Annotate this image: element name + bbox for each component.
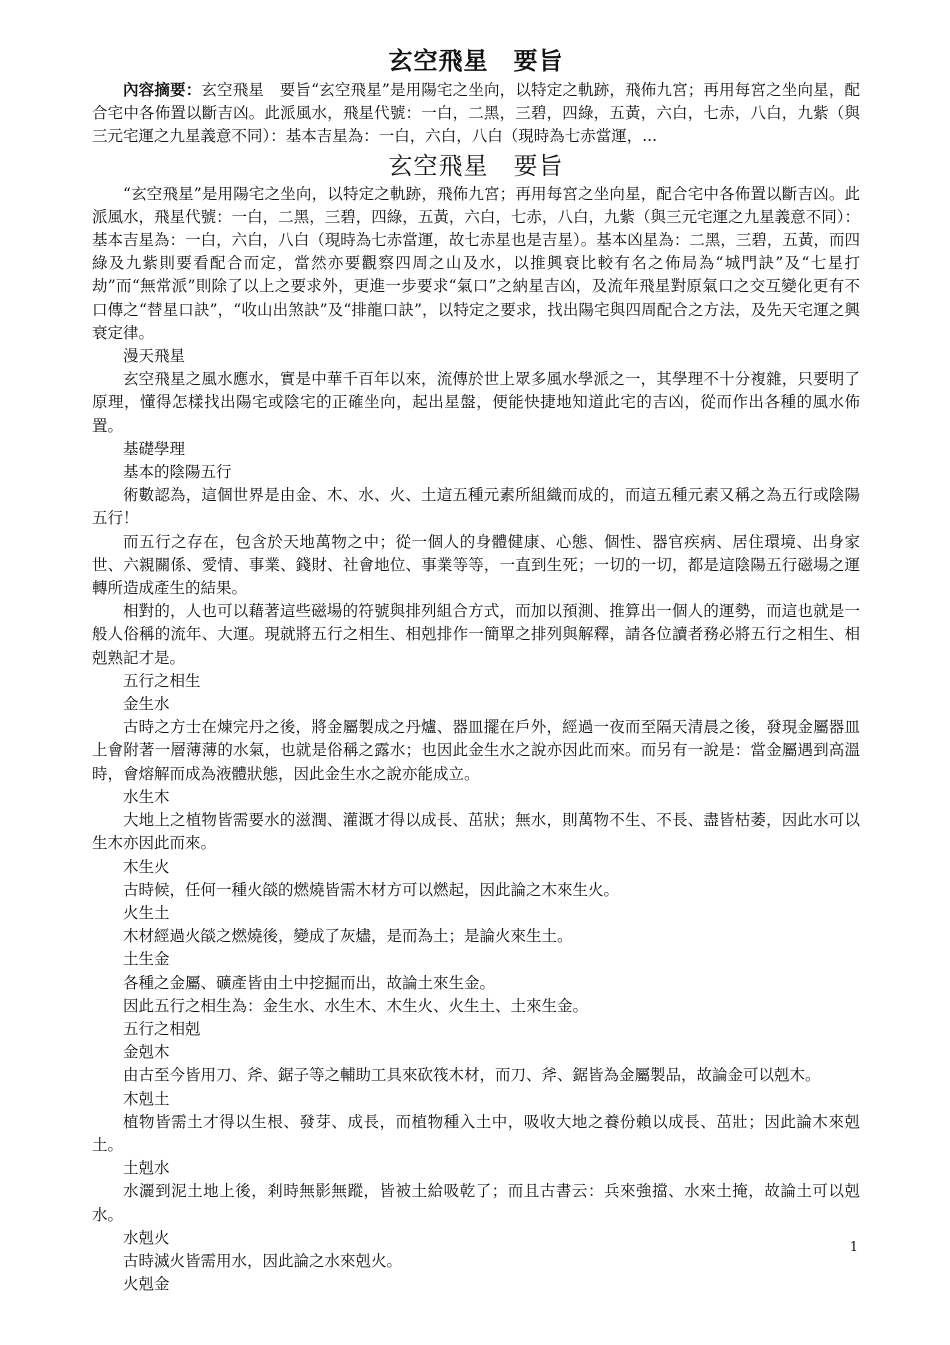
section-heading: 土生金: [123, 950, 170, 969]
paragraph: “玄空飛星”是用陽宅之坐向，以特定之軌跡，飛佈九宮；再用每宮之坐向星，配合宅中各佈置以斷吉凶。此派風水，飛星代號：一白，二黑，三碧，四綠，五黃，六白，七赤，八白，九紫（與三元宅運之九星義意不同）：基本吉星為：一白，六白，八白（現時為七赤當運，故七赤星也是吉星）。基本凶星為：二黑，三碧，五黃，而四綠及九紫則要看配合而定，當然亦要觀察四周之山及水，以推興衰比較有名之佈局為“城門訣”及“七星打劫”而“無常派”則除了以上之要求外，更進一步要求“氣口”之納星吉凶，及流年飛星對原氣口之交互變化更有不口傳之“替星口訣”，“收山出煞訣”及“排龍口訣”，以特定之要求，找出陽宅與四周配合之方法，及先天宅運之興衰定律。: [92, 184, 860, 342]
paragraph: 水灑到泥土地上後，剎時無影無蹤，皆被土給吸乾了；而且古書云：兵來強擋、水來土掩，故論土可以剋水。: [92, 1182, 860, 1224]
section-heading: 木生火: [123, 857, 170, 876]
section-heading: 金剋木: [123, 1043, 170, 1062]
section-heading: 五行之相生: [123, 671, 201, 690]
document-body: [92, 183, 860, 1297]
abstract: [92, 78, 860, 149]
section-heading: 木剋土: [123, 1089, 170, 1108]
section-heading: 水生木: [123, 787, 170, 806]
paragraph: 而五行之存在，包含於天地萬物之中；從一個人的身體健康、心態、個性、器官疾病、居住環境、出身家世、六親關係、愛情、事業、錢財、社會地位、事業等等，一直到生死；一切的一切，都是這陰陽五行磁場之運轉所造成產生的結果。: [92, 532, 860, 598]
abstract-text: 玄空飛星 要旨“玄空飛星”是用陽宅之坐向，以特定之軌跡，飛佈九宮；再用每宮之坐向星，配合宅中各佈置以斷吉凶。此派風水，飛星代號：一白，二黑，三碧，四綠，五黃，六白，七赤，八白，九紫（與三元宅運之九星義意不同）：基本吉星為：一白，六白，八白（現時為七赤當運，...: [92, 81, 860, 146]
paragraph: 術數認為，這個世界是由金、木、水、火、土這五種元素所組織而成的，而這五種元素又稱之為五行或陰陽五行！: [92, 486, 860, 528]
document-title: 玄空飛星 要旨: [388, 46, 564, 75]
section-heading: 金生水: [123, 695, 170, 714]
paragraph: 古時之方士在煉完丹之後，將金屬製成之丹爐、器皿擺在戶外，經過一夜而至隔天清晨之後，發現金屬器皿上會附著一層薄薄的水氣，也就是俗稱之露水；也因此金生水之說亦因此而來。而另有一說是：當金屬遇到高溫時，會熔解而成為液體狀態，因此金生水之說亦能成立。: [92, 718, 860, 783]
section-heading: 水剋火: [123, 1228, 170, 1247]
section-heading: 火生土: [123, 903, 170, 922]
section-heading: 基礎學理: [123, 439, 186, 458]
paragraph: 古時滅火皆需用水，因此論之水來剋火。: [123, 1251, 403, 1270]
section-heading: 土剋水: [123, 1159, 170, 1178]
section-heading: 五行之相剋: [123, 1019, 201, 1038]
paragraph: 玄空飛星之風水應水，實是中華千百年以來，流傳於世上眾多風水學派之一，其學理不十分複雜，只要明了原理，懂得怎樣找出陽宅或陰宅的正確坐向，起出星盤，便能快捷地知道此宅的吉凶，從而作出各種的風水佈置。: [92, 370, 860, 435]
paragraph: 大地上之植物皆需要水的滋潤、灌溉才得以成長、茁狀；無水，則萬物不生、不長、盡皆枯萎，因此水可以生木亦因此而來。: [92, 811, 860, 853]
document-title-repeat: 玄空飛星 要旨: [388, 151, 564, 180]
document-page: [92, 44, 860, 1296]
paragraph: 古時候，任何一種火燄的燃燒皆需木材方可以燃起，因此論之木來生火。: [123, 880, 620, 899]
paragraph: 植物皆需土才得以生根、發芽、成長，而植物種入土中，吸收大地之養份賴以成長、茁壯；因此論木來剋土。: [92, 1112, 860, 1154]
paragraph: 相對的，人也可以藉著這些磁場的符號與排列組合方式，而加以預測、推算出一個人的運勢，而這也就是一般人俗稱的流年、大運。現就將五行之相生、相剋排作一簡單之排列與解釋，請各位讀者務必將五行之相生、相剋熟記才是。: [92, 602, 860, 667]
paragraph: 由古至今皆用刀、斧、鋸子等之輔助工具來砍筏木材，而刀、斧、鋸皆為金屬製品，故論金可以剋木。: [123, 1066, 821, 1085]
paragraph: 因此五行之相生為：金生水、水生木、木生火、火生土、土來生金。: [123, 996, 589, 1015]
section-heading: 漫天飛星: [123, 347, 186, 366]
page-number: 1: [849, 1240, 858, 1255]
paragraph: 各種之金屬、礦產皆由土中挖掘而出，故論土來生金。: [123, 973, 496, 992]
paragraph: 木材經過火燄之燃燒後，變成了灰燼，是而為土；是論火來生土。: [123, 927, 573, 946]
abstract-label: 內容摘要：: [123, 80, 202, 99]
section-heading: 基本的陰陽五行: [123, 463, 232, 482]
section-heading: 火剋金: [123, 1275, 170, 1294]
